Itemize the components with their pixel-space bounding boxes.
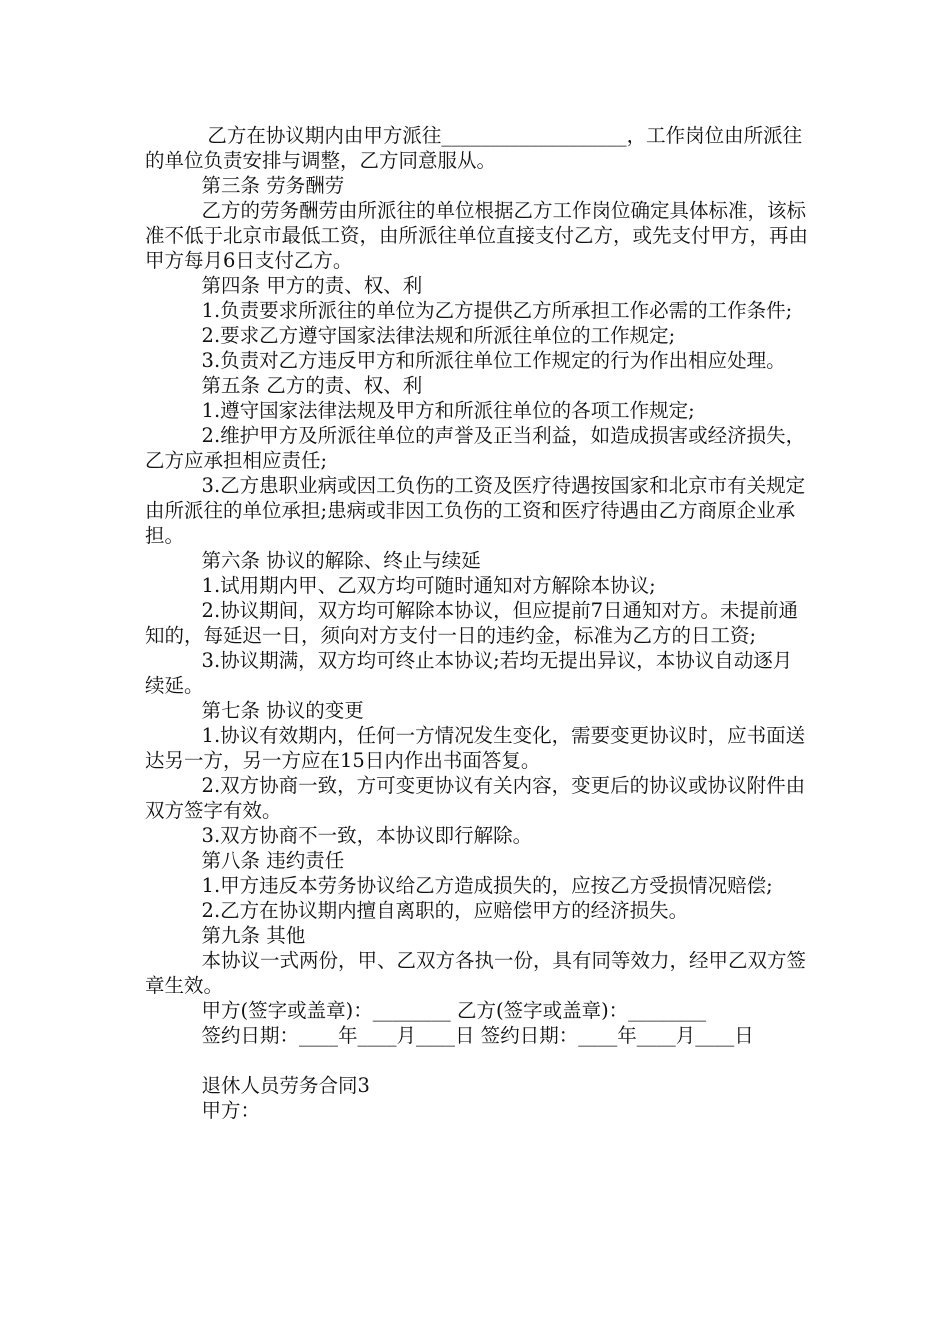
clause-8-2: 2.乙方在协议期内擅自离职的，应赔偿甲方的经济损失。 [201,899,689,922]
clause-6-1: 1.试用期内甲、乙双方均可随时通知对方解除本协议; [201,574,656,597]
clause-7-3: 3.双方协商不一致，本协议即行解除。 [201,824,533,847]
clause-6-2: 2.协议期间，双方均可解除本协议，但应提前7日通知对方。未提前通知的，每延迟一日，须向对方支付一日的违约金，标准为乙方的日工资; [145,599,799,647]
heading-article-6: 第六条 协议的解除、终止与续延 [201,549,481,572]
clause-5-3: 3.乙方患职业病或因工负伤的工资及医疗待遇按国家和北京市有关规定由所派往的单位承担;患病或非因工负伤的工资和医疗待遇由乙方商原企业承担。 [145,474,806,547]
heading-article-3: 第三条 劳务酬劳 [201,174,345,197]
heading-article-9: 第九条 其他 [201,924,306,947]
heading-article-4: 第四条 甲方的责、权、利 [201,274,423,297]
clause-7-2: 2.双方协商一致，方可变更协议有关内容，变更后的协议或协议附件由双方签字有效。 [145,774,806,822]
clause-4-2: 2.要求乙方遵守国家法律法规和所派往单位的工作规定; [201,324,676,347]
next-contract-title: 退休人员劳务合同3 [201,1074,370,1097]
clause-5-2: 2.维护甲方及所派往单位的声誉及正当利益，如造成损害或经济损失，乙方应承担相应责任; [145,424,806,472]
clause-7-1: 1.协议有效期内，任何一方情况发生变化，需要变更协议时，应书面送达另一方，另一方应在15日内作出书面答复。 [145,724,806,772]
clause-6-3: 3.协议期满，双方均可终止本协议;若均无提出异议，本协议自动逐月续延。 [145,649,793,697]
heading-article-5: 第五条 乙方的责、权、利 [201,374,423,397]
clause-5-1: 1.遵守国家法律法规及甲方和所派往单位的各项工作规定; [201,399,695,422]
signing-date-line: 签约日期：____年____月____日 签约日期：____年____月____日 [201,1024,754,1047]
paragraph-remuneration: 乙方的劳务酬劳由所派往的单位根据乙方工作岗位确定具体标准，该标准不低于北京市最低工资，由所派往单位直接支付乙方，或先支付甲方，再由甲方每月6日支付乙方。 [145,199,809,272]
signature-line: 甲方(签字或盖章)：________ 乙方(签字或盖章)：________ [201,999,707,1022]
heading-article-7: 第七条 协议的变更 [201,699,364,722]
clause-4-1: 1.负责要求所派往的单位为乙方提供乙方所承担工作必需的工作条件; [201,299,793,322]
next-party-a-label: 甲方： [201,1099,261,1122]
clause-8-1: 1.甲方违反本劳务协议给乙方造成损失的，应按乙方受损情况赔偿; [201,874,773,897]
heading-article-8: 第八条 违约责任 [201,849,345,872]
clause-4-3: 3.负责对乙方违反甲方和所派往单位工作规定的行为作出相应处理。 [201,349,786,372]
paragraph-copies: 本协议一式两份，甲、乙双方各执一份，具有同等效力，经甲乙双方签章生效。 [145,949,807,997]
blank-spacer [145,1048,810,1073]
paragraph-assignment: 乙方在协议期内由甲方派往___________________，工作岗位由所派往的单位负责安排与调整，乙方同意服从。 [145,124,803,172]
document-page [145,123,810,1123]
